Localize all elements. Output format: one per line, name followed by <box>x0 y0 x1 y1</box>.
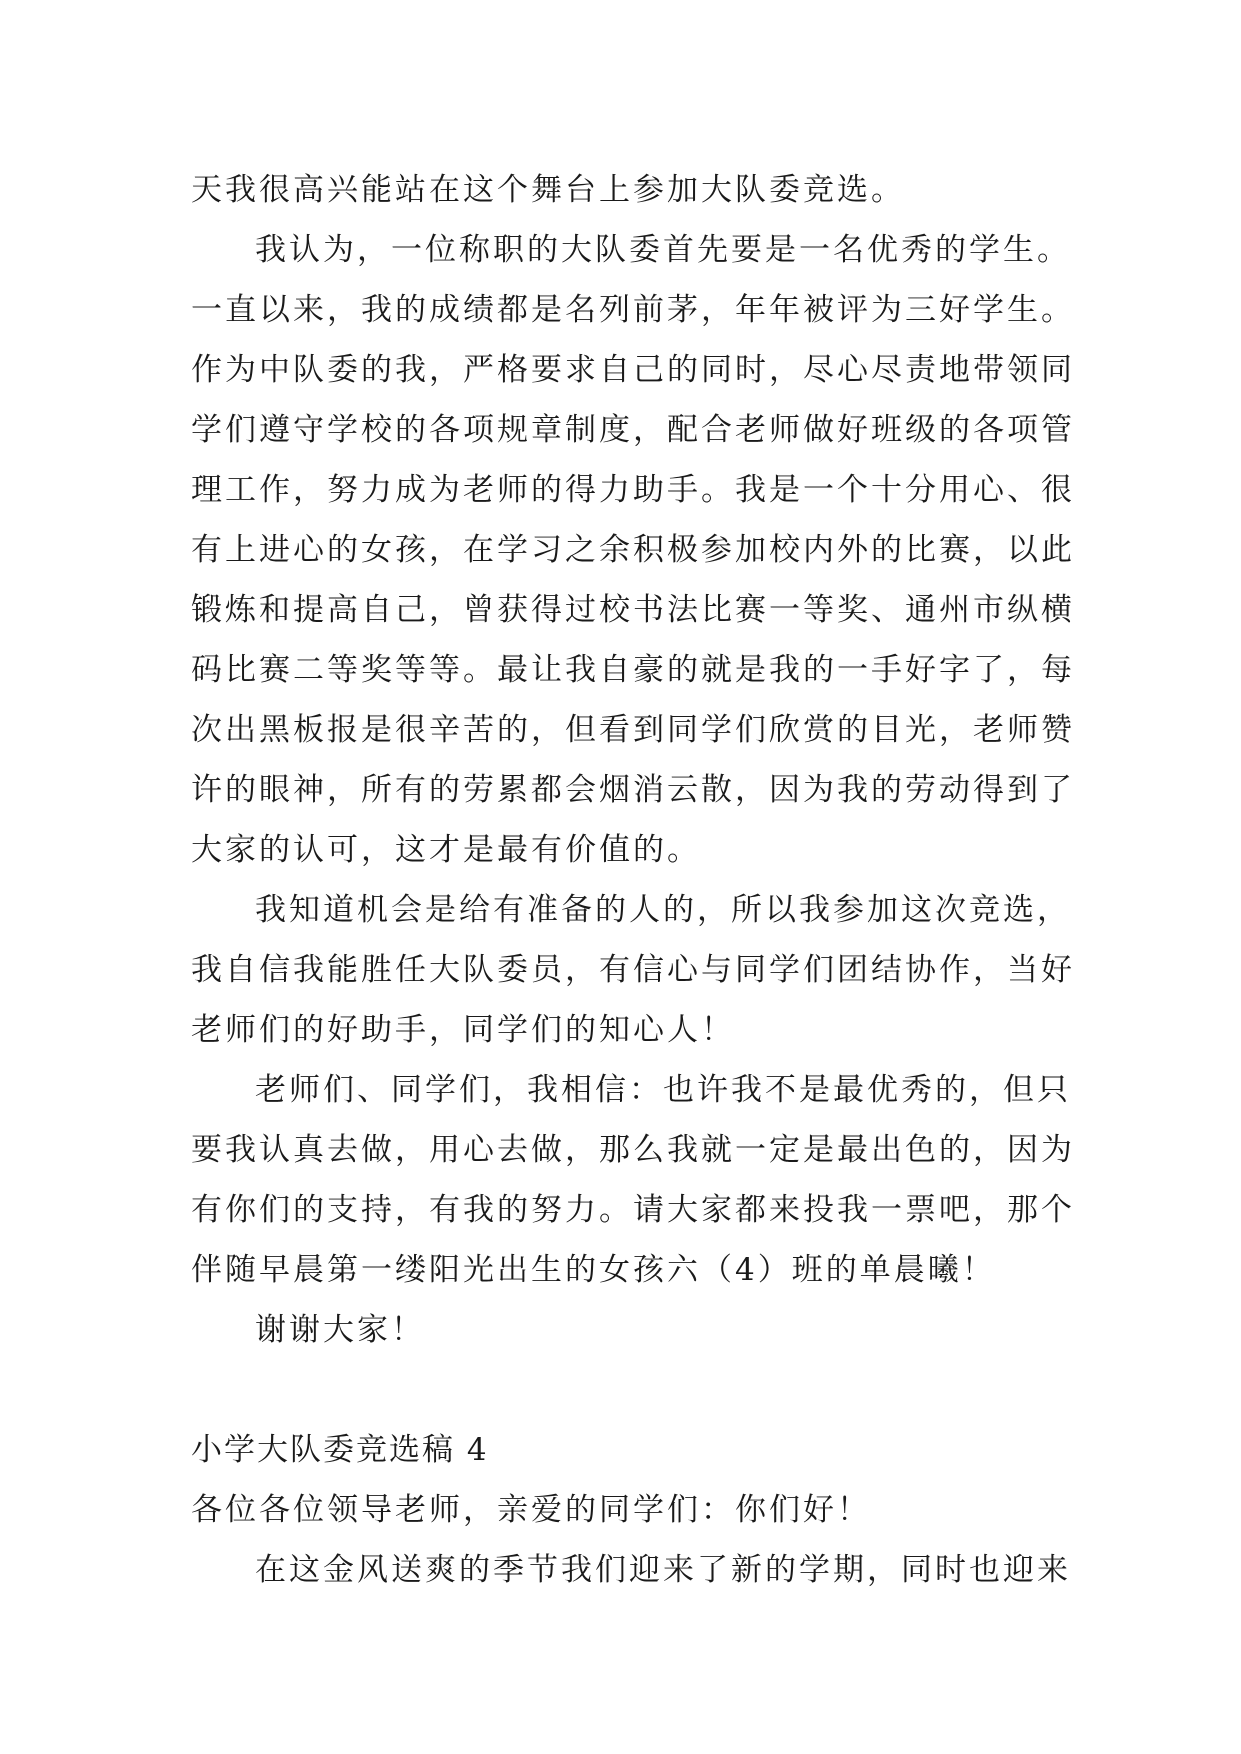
text-line: 有上进心的女孩，在学习之余积极参加校内外的比赛，以此 <box>191 532 1075 568</box>
text-line: 学们遵守学校的各项规章制度，配合老师做好班级的各项管 <box>191 412 1075 448</box>
text-line: 谢谢大家！ <box>255 1312 425 1348</box>
text-line: 老师们、同学们，我相信：也许我不是最优秀的，但只 <box>255 1072 1071 1108</box>
text-line: 我知道机会是给有准备的人的，所以我参加这次竞选， <box>255 892 1071 928</box>
text-line: 老师们的好助手，同学们的知心人！ <box>191 1012 735 1048</box>
text-line: 次出黑板报是很辛苦的，但看到同学们欣赏的目光，老师赞 <box>191 712 1075 748</box>
text-line: 作为中队委的我，严格要求自己的同时，尽心尽责地带领同 <box>191 352 1075 388</box>
document-page <box>191 160 1075 1600</box>
greeting-line: 各位各位领导老师，亲爱的同学们：你们好！ <box>191 1492 871 1528</box>
text-line: 大家的认可，这才是最有价值的。 <box>191 832 701 868</box>
text-line: 要我认真去做，用心去做，那么我就一定是最出色的，因为 <box>191 1132 1075 1168</box>
section-title: 小学大队委竞选稿 4 <box>191 1432 489 1468</box>
text-line: 理工作，努力成为老师的得力助手。我是一个十分用心、很 <box>191 472 1075 508</box>
text-line: 有你们的支持，有我的努力。请大家都来投我一票吧，那个 <box>191 1192 1075 1228</box>
text-line: 天我很高兴能站在这个舞台上参加大队委竞选。 <box>191 172 905 208</box>
text-line: 在这金风送爽的季节我们迎来了新的学期，同时也迎来 <box>255 1552 1071 1588</box>
text-line: 锻炼和提高自己，曾获得过校书法比赛一等奖、通州市纵横 <box>191 592 1075 628</box>
text-line: 一直以来，我的成绩都是名列前茅，年年被评为三好学生。 <box>191 292 1075 328</box>
text-line: 我认为，一位称职的大队委首先要是一名优秀的学生。 <box>255 232 1071 268</box>
section-gap <box>191 1360 1071 1420</box>
text-line: 伴随早晨第一缕阳光出生的女孩六（4）班的单晨曦！ <box>191 1252 996 1288</box>
text-line: 许的眼神，所有的劳累都会烟消云散，因为我的劳动得到了 <box>191 772 1075 808</box>
text-line: 码比赛二等奖等等。最让我自豪的就是我的一手好字了，每 <box>191 652 1075 688</box>
text-line: 我自信我能胜任大队委员，有信心与同学们团结协作，当好 <box>191 952 1075 988</box>
